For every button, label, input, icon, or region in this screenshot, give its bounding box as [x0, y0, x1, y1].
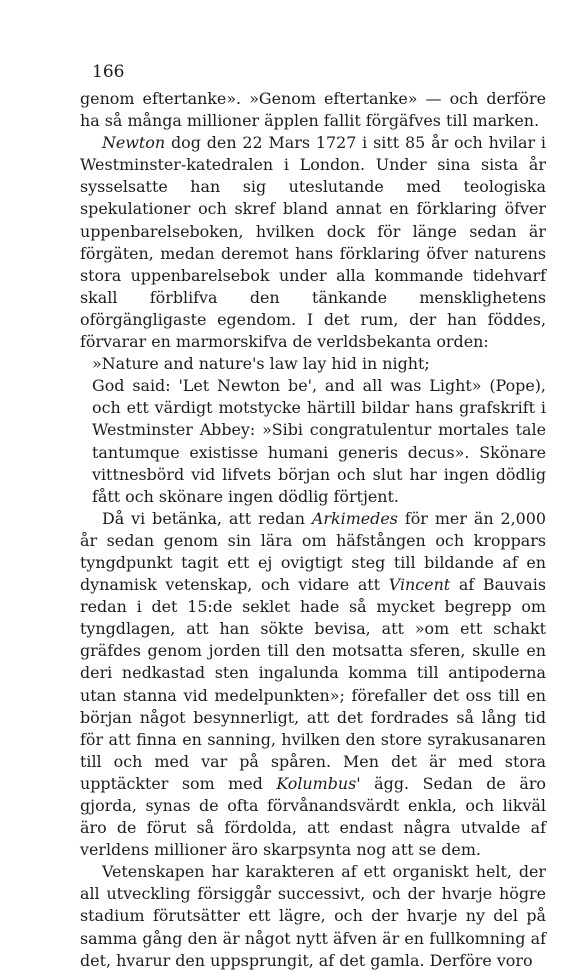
- text-segment: af Bauvais redan i det 15:de seklet hade så mycket begrepp om tyngdlagen, att han sökte bevisa, att »om ett schakt gräfdes genom jorden till den motsatta sferen, skulle en deri nedkastad sten ingalunda komma till antipoderna utan stanna vid medelpunkten»; förefaller det oss till en början något besynnerligt, att det fordrades så lång tid för att finna en sanning, hvilken den store syrakusanaren till och med var på spåren. Men det är med stora upptäckter som med: [80, 575, 546, 793]
- text-segment: ägg. Sedan de äro gjorda, synas de ofta förvånandsvärdt enkla, och likväl äro de förut så fördolda, att endast några utvalde af verldens millioner äro skarpsynta nog att se dem.: [80, 773, 546, 860]
- paragraph: [80, 132, 546, 353]
- paragraph: [80, 353, 546, 375]
- paragraph: [80, 375, 546, 508]
- italic-name: Newton: [102, 133, 166, 153]
- body-text: [80, 88, 546, 972]
- text-segment: dog den 22 Mars 1727 i sitt 85 år och hvilar i Westminster-katedralen i London. Under sina sista år sysselsatte han sig uteslutande med teologiska spekulationer och skref bland annat en förklaring öfver uppenbarelseboken, hvilken dock för länge sedan är förgäten, medan deremot hans förklaring öfver naturens stora uppenbarelsebok under alla kommande tidehvarf skall förblifva den tänkande mensklighetens oförgängligaste egendom. I det rum, der han föddes, förvarar en marmorskifva de verldsbekanta orden:: [80, 133, 546, 352]
- text-segment: Vetenskapen har karakteren af ett organiskt helt, der all utveckling försiggår successivt, och der hvarje högre stadium förutsätter ett lägre, och der hvarje ny del på samma gång den är något nytt äfven är en fullkomning af det, hvarur den uppsprungit, af det gamla. Derföre voro: [80, 862, 546, 970]
- text-segment: för mer än 2,000 år sedan genom sin lära om häfstången och kroppars tyngdpunkt tagit ett ej ovigtigt steg till bildande af en dynamisk vetenskap, och vidare att: [80, 508, 546, 595]
- italic-name: Kolumbus': [276, 773, 361, 793]
- text-segment: Då vi betänka, att redan: [102, 508, 312, 528]
- italic-name: Arkimedes: [311, 508, 398, 528]
- paragraph: [80, 88, 546, 132]
- text-segment: genom eftertanke». »Genom eftertanke» — och derföre ha så många millioner äpplen fallit förgäfves till marken.: [80, 89, 546, 131]
- text-segment: »Nature and nature's law lay hid in night;: [92, 354, 430, 374]
- italic-name: Vincent: [388, 575, 451, 595]
- paragraph: [80, 508, 546, 862]
- page-number: 166: [92, 62, 125, 82]
- text-segment: God said: 'Let Newton be', and all was Light» (Pope), och ett värdigt motstycke härtill bildar hans grafskrift i Westminster Abbey: »Sibi congratulentur mortales tale tantumque existisse humani generis decus». Skönare vittnesbörd vid lifvets början och slut har ingen dödlig fått och skönare ingen dödlig förtjent.: [92, 376, 546, 506]
- paragraph: [80, 861, 546, 971]
